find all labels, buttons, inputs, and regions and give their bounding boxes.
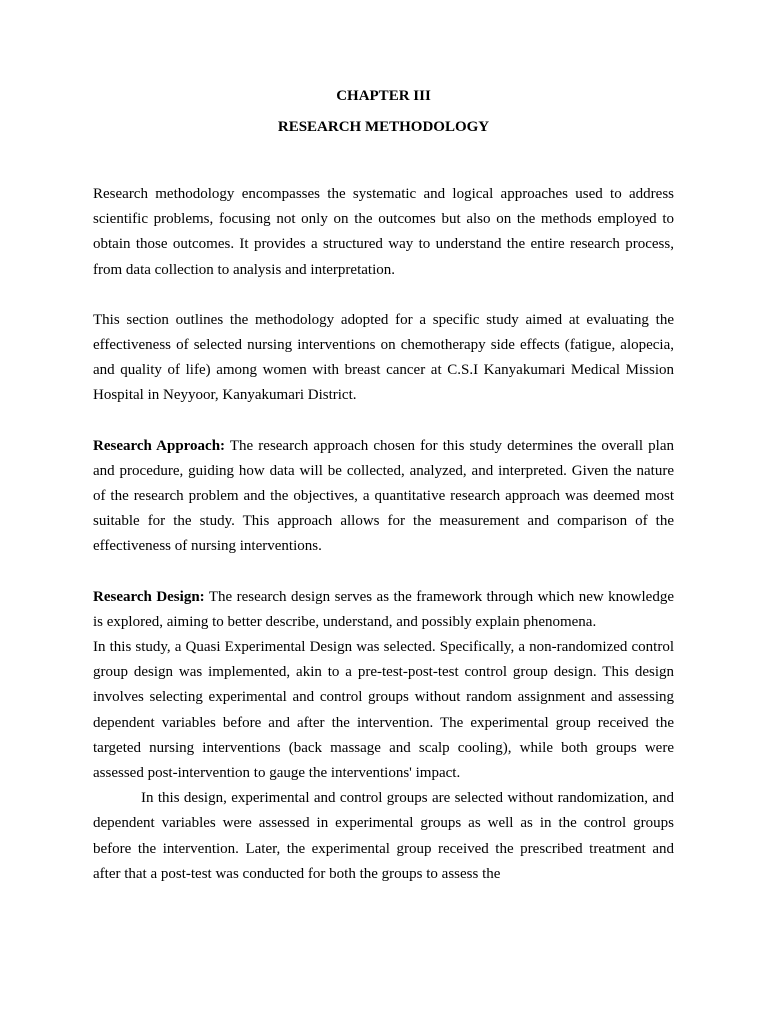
chapter-title: RESEARCH METHODOLOGY	[277, 119, 490, 135]
quasi-experimental-paragraph: In this study, a Quasi Experimental Design was selected. Specifically, a non-randomized control group design was implemented, akin to a pre-test-post-test control group design. This design involves selecting experimental and control groups without random assignment and assessing dependent variables before and after the intervention. The experimental group received the targeted nursing interventions (back massage and scalp cooling), while both groups were assessed post-intervention to gauge the interventions' impact.	[93, 639, 674, 782]
research-design-paragraph	[93, 585, 674, 635]
chapter-number: CHAPTER III	[336, 88, 431, 104]
research-design-text: The research design serves as the framework through which new knowledge is explored, aiming to better describe, understand, and possibly explain phenomena.	[93, 588, 674, 630]
design-details-paragraph: In this design, experimental and control groups are selected without randomization, and dependent variables were assessed in experimental groups as well as in the control groups before the intervention. Later, the experimental group received the prescribed treatment and after that a post-test was conducted for both the groups to assess the	[93, 790, 674, 882]
document-page	[93, 86, 674, 887]
research-approach-text: The research approach chosen for this study determines the overall plan and procedure, guiding how data will be collected, analyzed, and interpreted. Given the nature of the research problem and the objectives, a quantitative research approach was deemed most suitable for the study. This approach allows for the measurement and comparison of the effectiveness of nursing interventions.	[93, 437, 674, 555]
research-approach-heading: Research Approach:	[93, 437, 226, 454]
research-approach-paragraph	[93, 434, 674, 560]
intro-paragraph: Research methodology encompasses the systematic and logical approaches used to address scientific problems, focusing not only on the outcomes but also on the methods employed to obtain those outcomes. It provides a structured way to understand the entire research process, from data collection to analysis and interpretation.	[93, 186, 674, 278]
study-overview-paragraph: This section outlines the methodology adopted for a specific study aimed at evaluating the effectiveness of selected nursing interventions on chemotherapy side effects (fatigue, alopecia, and quality of life) among women with breast cancer at C.S.I Kanyakumari Medical Mission Hospital in Neyyoor, Kanyakumari District.	[93, 311, 674, 404]
research-design-heading: Research Design:	[93, 588, 205, 605]
